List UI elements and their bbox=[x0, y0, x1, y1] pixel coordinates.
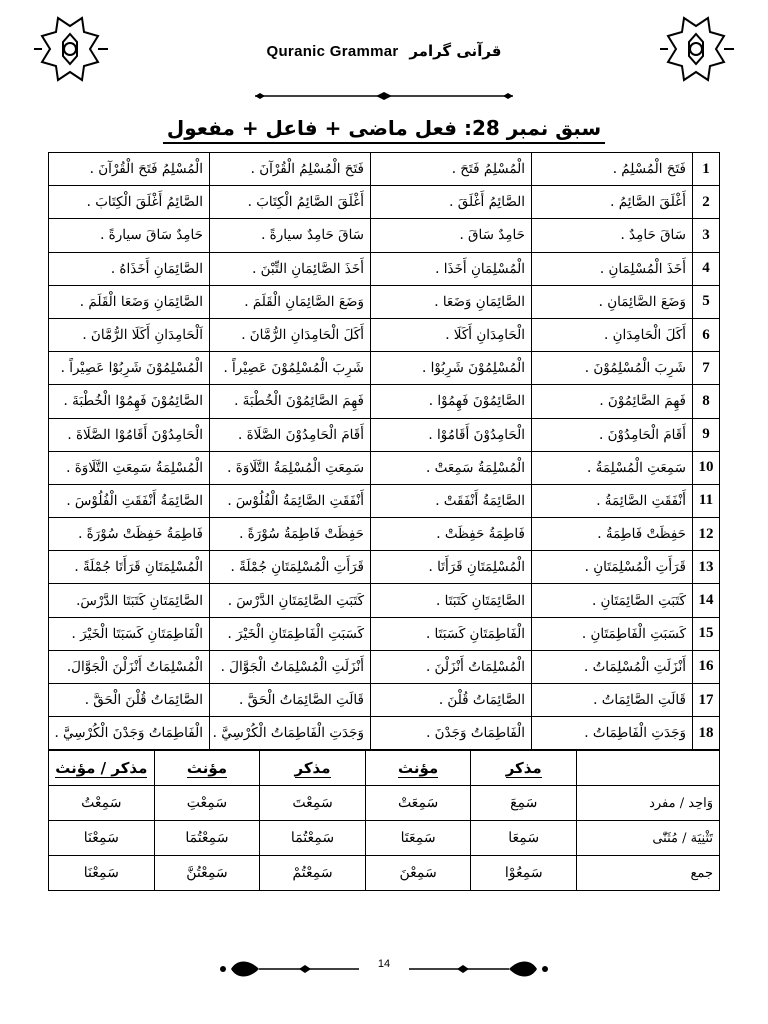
conjugation-header bbox=[260, 751, 366, 786]
header-english: Quranic Grammar bbox=[266, 43, 399, 60]
row-number: 13 bbox=[693, 551, 720, 584]
fail-verb-object-cell: الْمُسْلِمَاتُ أَنْزَلْنَ الْجَوَّالَ. bbox=[49, 650, 210, 683]
fail-verb-cell: الْمُسْلِمَاتُ أَنْزَلْنَ . bbox=[371, 650, 532, 683]
verb-fail-cell: سَاقَ حَامِدٌ . bbox=[532, 219, 693, 252]
table-row bbox=[49, 153, 720, 186]
conjugation-number-label: وَاحِد / مفرد bbox=[577, 786, 720, 821]
conjugation-corner-cell bbox=[577, 751, 720, 786]
conjugation-header bbox=[365, 751, 471, 786]
fail-verb-cell: الصَّائِمَةُ أَنْفَقَتْ . bbox=[371, 484, 532, 517]
fail-verb-object-cell: اَلْحَامِدَانِ أَكَلَا الرُّمَّانَ . bbox=[49, 318, 210, 351]
verb-fail-object-cell: أَقَامَ الْحَامِدُوْنَ الصَّلَاةَ . bbox=[210, 418, 371, 451]
fail-verb-object-cell: الصَّائِمَاتُ قُلْنَ الْحَقَّ . bbox=[49, 684, 210, 717]
verb-fail-cell: كَتَبَتِ الصَّائِمَتَانِ . bbox=[532, 584, 693, 617]
verb-fail-object-cell: قَالَتِ الصَّائِمَاتُ الْحَقَّ . bbox=[210, 684, 371, 717]
row-number: 12 bbox=[693, 518, 720, 551]
fail-verb-cell: الْمُسْلِمَانِ أَخَذَا . bbox=[371, 252, 532, 285]
fail-verb-cell: الْفَاطِمَتَانِ كَسَبَتَا . bbox=[371, 617, 532, 650]
fail-verb-object-cell: الْمُسْلِمَةُ سَمِعَتِ التَّلَاوَةَ . bbox=[49, 451, 210, 484]
row-number: 15 bbox=[693, 617, 720, 650]
fail-verb-cell: الْمُسْلِمَتَانِ قَرَأَتَا . bbox=[371, 551, 532, 584]
fail-verb-object-cell: فَاطِمَةُ حَفِظَتْ سُوْرَةً . bbox=[49, 518, 210, 551]
grammar-tables bbox=[48, 152, 720, 891]
conjugation-header bbox=[154, 751, 260, 786]
verb-fail-cell: سَمِعَتِ الْمُسْلِمَةُ . bbox=[532, 451, 693, 484]
table-row bbox=[49, 584, 720, 617]
fail-verb-cell: الْحَامِدَانِ أَكَلَا . bbox=[371, 318, 532, 351]
verb-fail-cell: أَغْلَقَ الصَّائِمُ . bbox=[532, 186, 693, 219]
verb-fail-cell: قَرَأَتِ الْمُسْلِمَتَانِ . bbox=[532, 551, 693, 584]
conjugation-cell: سَمِعْتُ bbox=[49, 786, 155, 821]
fail-verb-cell: الصَّائِمَتَانِ كَتَبَتَا . bbox=[371, 584, 532, 617]
row-number: 5 bbox=[693, 285, 720, 318]
fail-verb-object-cell: الْمُسْلِمُ فَتَحَ الْقُرْآنَ . bbox=[49, 153, 210, 186]
verb-fail-cell: حَفِظَتْ فَاطِمَةُ . bbox=[532, 518, 693, 551]
verb-fail-object-cell: قَرَأَتِ الْمُسْلِمَتَانِ جُمْلَةً . bbox=[210, 551, 371, 584]
conjugation-cell: سَمِعَ bbox=[471, 786, 577, 821]
verb-fail-cell: فَتَحَ الْمُسْلِمُ . bbox=[532, 153, 693, 186]
table-row bbox=[49, 252, 720, 285]
verb-fail-object-cell: أَنْزَلَتِ الْمُسْلِمَاتُ الْجَوَّالَ . bbox=[210, 650, 371, 683]
page-number: 14 bbox=[377, 958, 391, 970]
table-row bbox=[49, 650, 720, 683]
table-row bbox=[49, 551, 720, 584]
conjugation-cell: سَمِعُوْا bbox=[471, 856, 577, 891]
fail-verb-cell: فَاطِمَةُ حَفِظَتْ . bbox=[371, 518, 532, 551]
verb-fail-object-cell: فَهِمَ الصَّائِمُوْنَ الْخُطْبَةَ . bbox=[210, 385, 371, 418]
fail-verb-cell: الصَّائِمُ أَغْلَقَ . bbox=[371, 186, 532, 219]
row-number: 1 bbox=[693, 153, 720, 186]
fail-verb-object-cell: الْفَاطِمَتَانِ كَسَبَتَا الْخَيْرَ . bbox=[49, 617, 210, 650]
fail-verb-object-cell: الصَّائِمُ أَغْلَقَ الْكِتَابَ . bbox=[49, 186, 210, 219]
row-number: 2 bbox=[693, 186, 720, 219]
conjugation-cell: سَمِعْتُمْ bbox=[260, 856, 366, 891]
verb-fail-object-cell: أَخَذَ الصَّائِمَانِ التِّبْنَ . bbox=[210, 252, 371, 285]
fail-verb-object-cell: الصَّائِمَتَانِ كَتَبَتَا الدَّرْسَ. bbox=[49, 584, 210, 617]
row-number: 8 bbox=[693, 385, 720, 418]
row-number: 10 bbox=[693, 451, 720, 484]
row-number: 16 bbox=[693, 650, 720, 683]
verb-fail-object-cell: أَغْلَقَ الصَّائِمُ الْكِتَابَ . bbox=[210, 186, 371, 219]
table-row bbox=[49, 385, 720, 418]
table-row bbox=[49, 518, 720, 551]
verb-fail-object-cell: أَنْفَقَتِ الصَّائِمَةُ الْفُلُوْسَ . bbox=[210, 484, 371, 517]
conjugation-header-label: مذكر bbox=[294, 759, 331, 778]
verb-fail-cell: أَنْفَقَتِ الصَّائِمَةُ . bbox=[532, 484, 693, 517]
conjugation-header bbox=[49, 751, 155, 786]
conjugation-header bbox=[471, 751, 577, 786]
table-row bbox=[49, 219, 720, 252]
verb-fail-object-cell: فَتَحَ الْمُسْلِمُ الْقُرْآنَ . bbox=[210, 153, 371, 186]
fail-verb-cell: الْمُسْلِمُوْنَ شَرِبُوْا . bbox=[371, 352, 532, 385]
page-header bbox=[0, 42, 768, 60]
conjugation-row bbox=[49, 786, 720, 821]
conjugation-cell: سَمِعْتُمَا bbox=[154, 821, 260, 856]
conjugation-header-row bbox=[49, 751, 720, 786]
fail-verb-object-cell: الصَّائِمَانِ وَضَعَا الْقَلَمَ . bbox=[49, 285, 210, 318]
fail-verb-object-cell: حَامِدٌ سَاقَ سيارةً . bbox=[49, 219, 210, 252]
sentence-table bbox=[48, 152, 720, 750]
header-divider-icon bbox=[255, 92, 513, 100]
conjugation-cell: سَمِعْتِ bbox=[154, 786, 260, 821]
verb-fail-cell: شَرِبَ الْمُسْلِمُوْنَ . bbox=[532, 352, 693, 385]
row-number: 3 bbox=[693, 219, 720, 252]
verb-fail-cell: أَقَامَ الْحَامِدُوْنَ . bbox=[532, 418, 693, 451]
row-number: 11 bbox=[693, 484, 720, 517]
fail-verb-cell: الْمُسْلِمُ فَتَحَ . bbox=[371, 153, 532, 186]
table-row bbox=[49, 451, 720, 484]
table-row bbox=[49, 484, 720, 517]
fail-verb-object-cell: الْمُسْلِمَتَانِ قَرَأَتَا جُمْلَةً . bbox=[49, 551, 210, 584]
table-row bbox=[49, 684, 720, 717]
fail-verb-object-cell: الْمُسْلِمُوْنَ شَرِبُوْا عَصِيْراً . bbox=[49, 352, 210, 385]
conjugation-cell: سَمِعْتُمَا bbox=[260, 821, 366, 856]
fail-verb-object-cell: الْحَامِدُوْنَ أَقَامُوْا الصَّلَاةَ . bbox=[49, 418, 210, 451]
verb-fail-object-cell: أَكَلَ الْحَامِدَانِ الرُّمَّانَ . bbox=[210, 318, 371, 351]
fail-verb-cell: الْمُسْلِمَةُ سَمِعَتْ . bbox=[371, 451, 532, 484]
conjugation-cell: سَمِعَتَا bbox=[365, 821, 471, 856]
verb-fail-cell: أَكَلَ الْحَامِدَانِ . bbox=[532, 318, 693, 351]
conjugation-number-label: تَثْنِيَة / مُثَنّٰى bbox=[577, 821, 720, 856]
verb-fail-object-cell: وَضَعَ الصَّائِمَانِ الْقَلَمَ . bbox=[210, 285, 371, 318]
verb-fail-cell: وَضَعَ الصَّائِمَانِ . bbox=[532, 285, 693, 318]
lesson-title-text: سبق نمبر 28: فعل ماضی + فاعل + مفعول bbox=[163, 116, 605, 144]
conjugation-cell: سَمِعْنَا bbox=[49, 821, 155, 856]
row-number: 6 bbox=[693, 318, 720, 351]
header-urdu: قرآنی گرامر bbox=[409, 42, 502, 60]
conjugation-header-label: مذكر / مؤنث bbox=[55, 759, 148, 778]
table-row bbox=[49, 418, 720, 451]
verb-fail-cell: فَهِمَ الصَّائِمُوْنَ . bbox=[532, 385, 693, 418]
verb-fail-cell: كَسَبَتِ الْفَاطِمَتَانِ . bbox=[532, 617, 693, 650]
verb-fail-object-cell: سَاقَ حَامِدٌ سيارةً . bbox=[210, 219, 371, 252]
row-number: 7 bbox=[693, 352, 720, 385]
conjugation-cell: سَمِعَتْ bbox=[365, 786, 471, 821]
row-number: 14 bbox=[693, 584, 720, 617]
verb-fail-cell: أَنْزَلَتِ الْمُسْلِمَاتُ . bbox=[532, 650, 693, 683]
verb-fail-cell: قَالَتِ الصَّائِمَاتُ . bbox=[532, 684, 693, 717]
verb-fail-object-cell: شَرِبَ الْمُسْلِمُوْنَ عَصِيْراً . bbox=[210, 352, 371, 385]
conjugation-table bbox=[48, 750, 720, 891]
table-row bbox=[49, 617, 720, 650]
verb-fail-cell: وَجَدَتِ الْفَاطِمَاتُ . bbox=[532, 717, 693, 750]
fail-verb-object-cell: الصَّائِمَانِ أَخَذَاهُ . bbox=[49, 252, 210, 285]
table-row bbox=[49, 318, 720, 351]
conjugation-header-label: مذكر bbox=[505, 759, 542, 778]
fail-verb-cell: الصَّائِمَاتُ قُلْنَ . bbox=[371, 684, 532, 717]
fail-verb-cell: الْحَامِدُوْنَ أَقَامُوْا . bbox=[371, 418, 532, 451]
fail-verb-cell: الصَّائِمَانِ وَضَعَا . bbox=[371, 285, 532, 318]
table-row bbox=[49, 717, 720, 750]
fail-verb-object-cell: الصَّائِمَةُ أَنْفَقَتِ الْفُلُوْسَ . bbox=[49, 484, 210, 517]
lesson-title bbox=[0, 116, 768, 140]
table-row bbox=[49, 285, 720, 318]
table-row bbox=[49, 352, 720, 385]
verb-fail-object-cell: وَجَدَتِ الْفَاطِمَاتُ الْكُرْسِيَّ . bbox=[210, 717, 371, 750]
verb-fail-cell: أَخَذَ الْمُسْلِمَانِ . bbox=[532, 252, 693, 285]
table-row bbox=[49, 186, 720, 219]
row-number: 18 bbox=[693, 717, 720, 750]
conjugation-cell: سَمِعَا bbox=[471, 821, 577, 856]
verb-fail-object-cell: كَتَبَتِ الصَّائِمَتَانِ الدَّرْسَ . bbox=[210, 584, 371, 617]
fail-verb-cell: الصَّائِمُوْنَ فَهِمُوْا . bbox=[371, 385, 532, 418]
verb-fail-object-cell: سَمِعَتِ الْمُسْلِمَةُ التَّلَاوَةَ . bbox=[210, 451, 371, 484]
fail-verb-object-cell: الصَّائِمُوْنَ فَهِمُوْا الْخُطْبَةَ . bbox=[49, 385, 210, 418]
conjugation-cell: سَمِعْنَ bbox=[365, 856, 471, 891]
row-number: 9 bbox=[693, 418, 720, 451]
conjugation-number-label: جمع bbox=[577, 856, 720, 891]
conjugation-cell: سَمِعْتَ bbox=[260, 786, 366, 821]
conjugation-cell: سَمِعْنَا bbox=[49, 856, 155, 891]
verb-fail-object-cell: حَفِظَتْ فَاطِمَةُ سُوْرَةً . bbox=[210, 518, 371, 551]
conjugation-header-label: مؤنث bbox=[398, 759, 439, 778]
conjugation-header-label: مؤنث bbox=[186, 759, 228, 778]
fail-verb-object-cell: الْفَاطِمَاتُ وَجَدْنَ الْكُرْسِيَّ . bbox=[49, 717, 210, 750]
conjugation-row bbox=[49, 821, 720, 856]
verb-fail-object-cell: كَسَبَتِ الْفَاطِمَتَانِ الْخَيْرَ . bbox=[210, 617, 371, 650]
row-number: 17 bbox=[693, 684, 720, 717]
fail-verb-cell: الْفَاطِمَاتُ وَجَدْنَ . bbox=[371, 717, 532, 750]
row-number: 4 bbox=[693, 252, 720, 285]
fail-verb-cell: حَامِدٌ سَاقَ . bbox=[371, 219, 532, 252]
conjugation-row bbox=[49, 856, 720, 891]
conjugation-cell: سَمِعْتُنَّ bbox=[154, 856, 260, 891]
